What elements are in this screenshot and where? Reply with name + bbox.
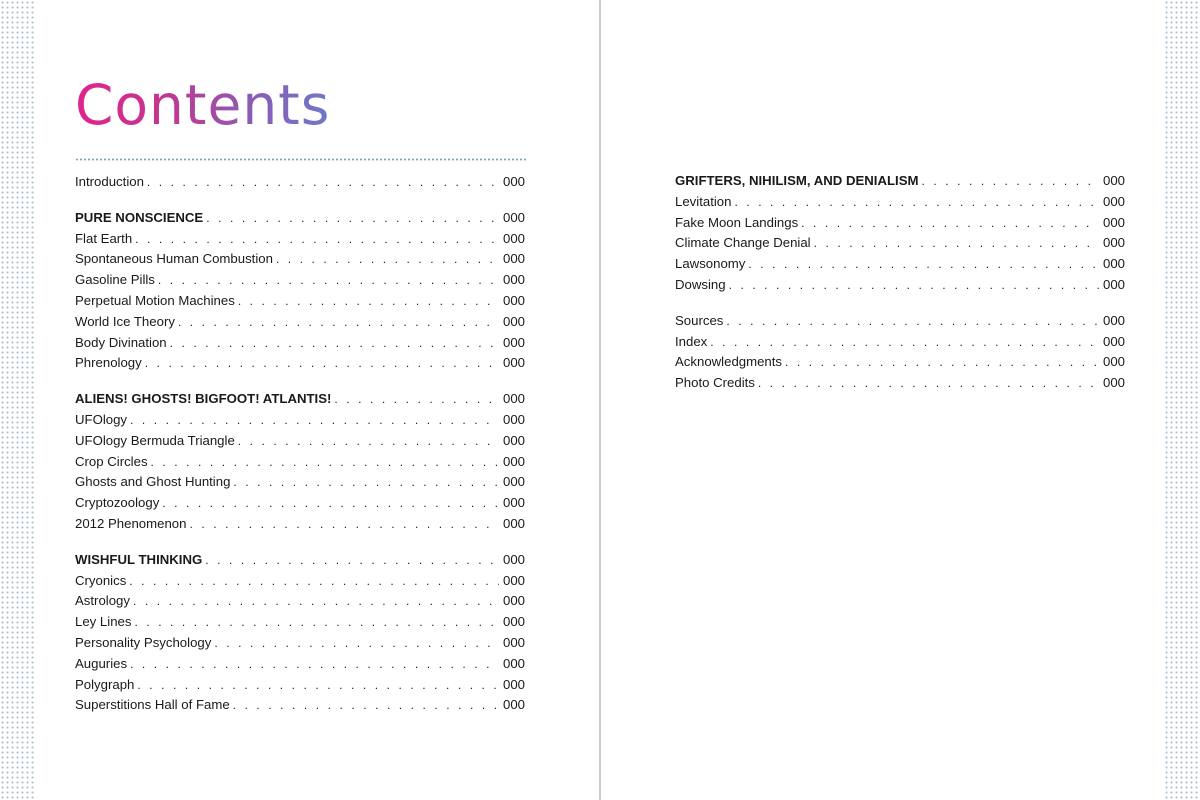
- toc-entry[interactable]: [75, 174, 525, 195]
- toc-page-number: 000: [502, 593, 525, 609]
- toc-dot-leader: [233, 475, 499, 489]
- toc-entry-label: Perpetual Motion Machines: [75, 292, 235, 308]
- toc-page-number: 000: [1102, 354, 1125, 370]
- toc-entry-label: Body Divination: [75, 334, 167, 350]
- toc-dot-leader: [758, 376, 1099, 390]
- contents-title: Contents: [75, 73, 331, 137]
- toc-entry[interactable]: [75, 635, 525, 656]
- toc-entry-label: Gasoline Pills: [75, 272, 155, 288]
- toc-entry[interactable]: [75, 251, 525, 272]
- toc-group: [675, 173, 1125, 298]
- left-page-edge-pattern: [0, 0, 34, 800]
- toc-dot-leader: [129, 574, 499, 588]
- toc-dot-leader: [158, 273, 499, 287]
- toc-dot-leader: [726, 314, 1099, 328]
- toc-dot-leader: [135, 232, 499, 246]
- toc-dot-leader: [710, 335, 1099, 349]
- toc-entry[interactable]: [75, 355, 525, 376]
- toc-section-heading[interactable]: [675, 173, 1125, 194]
- toc-entry-label: Crop Circles: [75, 453, 148, 469]
- toc-entry-label: Cryonics: [75, 572, 127, 588]
- toc-dot-leader: [134, 615, 499, 629]
- toc-page-number: 000: [502, 676, 525, 692]
- toc-page-number: 000: [502, 634, 525, 650]
- toc-entry[interactable]: [675, 313, 1125, 334]
- toc-dot-leader: [137, 678, 499, 692]
- right-page: [601, 0, 1164, 800]
- toc-entry[interactable]: [75, 593, 525, 614]
- toc-entry-label: Phrenology: [75, 355, 142, 371]
- toc-page-number: 000: [502, 209, 525, 225]
- toc-entry[interactable]: [75, 573, 525, 594]
- toc-entry[interactable]: [75, 474, 525, 495]
- toc-dot-leader: [130, 413, 499, 427]
- toc-group: [75, 552, 525, 718]
- toc-entry-label: Climate Change Denial: [675, 235, 811, 251]
- toc-dot-leader: [801, 216, 1099, 230]
- toc-dot-leader: [147, 175, 499, 189]
- toc-entry[interactable]: [675, 235, 1125, 256]
- left-page: [34, 0, 599, 800]
- toc-dot-leader: [233, 698, 499, 712]
- toc-page-number: 000: [1102, 173, 1125, 188]
- toc-entry[interactable]: [75, 293, 525, 314]
- toc-entry-label: Lawsonomy: [675, 256, 746, 272]
- toc-entry[interactable]: [75, 677, 525, 698]
- toc-entry-label: Personality Psychology: [75, 634, 212, 650]
- toc-entry[interactable]: [75, 231, 525, 252]
- toc-dot-leader: [178, 315, 499, 329]
- toc-section-heading[interactable]: [75, 210, 525, 231]
- toc-entry[interactable]: [75, 614, 525, 635]
- toc-page-number: 000: [502, 355, 525, 371]
- toc-entry-label: Ghosts and Ghost Hunting: [75, 474, 231, 490]
- toc-page-number: 000: [502, 495, 525, 511]
- toc-entry[interactable]: [75, 656, 525, 677]
- toc-page-number: 000: [502, 551, 525, 567]
- toc-page-number: 000: [1102, 235, 1125, 251]
- toc-entry-label: Spontaneous Human Combustion: [75, 251, 273, 267]
- toc-entry-label: Astrology: [75, 593, 130, 609]
- toc-dot-leader: [921, 174, 1099, 188]
- toc-dot-leader: [276, 252, 499, 266]
- toc-page-number: 000: [502, 515, 525, 531]
- toc-page-number: 000: [502, 313, 525, 329]
- toc-section-heading[interactable]: [75, 391, 525, 412]
- toc-entry[interactable]: [675, 215, 1125, 236]
- toc-page-number: 000: [502, 614, 525, 630]
- toc-page-number: 000: [1102, 276, 1125, 292]
- toc-page-number: 000: [1102, 375, 1125, 391]
- toc-page-number: 000: [1102, 214, 1125, 230]
- toc-entry-label: WISHFUL THINKING: [75, 551, 203, 567]
- toc-entry-label: World Ice Theory: [75, 313, 175, 329]
- toc-entry[interactable]: [675, 334, 1125, 355]
- toc-entry[interactable]: [75, 412, 525, 433]
- toc-page-number: 000: [1102, 333, 1125, 349]
- toc-entry-label: GRIFTERS, NIHILISM, AND DENIALISM: [675, 173, 919, 188]
- toc-dot-leader: [729, 278, 1099, 292]
- toc-page-number: 000: [502, 432, 525, 448]
- toc-entry-label: Fake Moon Landings: [675, 214, 799, 230]
- toc-page-number: 000: [502, 453, 525, 469]
- toc-entry[interactable]: [75, 495, 525, 516]
- toc-entry-label: Superstitions Hall of Fame: [75, 697, 230, 713]
- toc-dot-leader: [162, 496, 499, 510]
- toc-entry-label: UFOlogy Bermuda Triangle: [75, 432, 235, 448]
- toc-page-number: 000: [502, 292, 525, 308]
- toc-page-number: 000: [502, 334, 525, 350]
- toc-entry-label: Flat Earth: [75, 230, 133, 246]
- toc-entry-label: Auguries: [75, 655, 128, 671]
- toc-dot-leader: [214, 636, 499, 650]
- toc-page-number: 000: [502, 391, 525, 407]
- toc-dot-leader: [205, 553, 499, 567]
- toc-group: [75, 174, 525, 195]
- toc-entry-label: ALIENS! GHOSTS! BIGFOOT! ATLANTIS!: [75, 391, 332, 407]
- toc-page-number: 000: [502, 251, 525, 267]
- right-page-edge-pattern: [1164, 0, 1200, 800]
- toc-group: [75, 210, 525, 376]
- toc-page-number: 000: [1102, 256, 1125, 272]
- toc-group: [75, 391, 525, 537]
- toc-entry[interactable]: [675, 194, 1125, 215]
- toc-page-number: 000: [502, 411, 525, 427]
- toc-entry-label: Cryptozoology: [75, 495, 160, 511]
- toc-entry-label: Acknowledgments: [675, 354, 783, 370]
- toc-page-number: 000: [502, 474, 525, 490]
- toc-page-number: 000: [502, 572, 525, 588]
- toc-dot-leader: [130, 657, 499, 671]
- toc-dot-leader: [734, 195, 1099, 209]
- toc-page-number: 000: [502, 174, 525, 189]
- toc-entry[interactable]: [75, 454, 525, 475]
- toc-entry[interactable]: [75, 314, 525, 335]
- toc-dot-leader: [151, 455, 499, 469]
- toc-entry-label: Levitation: [675, 193, 732, 209]
- toc-entry-label: Photo Credits: [675, 375, 755, 391]
- toc-dot-leader: [206, 211, 499, 225]
- toc-entry[interactable]: [75, 697, 525, 718]
- toc-entry-label: UFOlogy: [75, 411, 128, 427]
- toc-group: [675, 313, 1125, 396]
- toc-entry[interactable]: [675, 375, 1125, 396]
- toc-entry[interactable]: [675, 277, 1125, 298]
- toc-entry-label: Index: [675, 333, 708, 349]
- toc-page-number: 000: [502, 230, 525, 246]
- toc-dot-leader: [145, 356, 499, 370]
- toc-page-number: 000: [1102, 193, 1125, 209]
- toc-entry[interactable]: [75, 272, 525, 293]
- toc-entry-label: Ley Lines: [75, 614, 132, 630]
- toc-entry-label: Sources: [675, 312, 724, 328]
- toc-entry[interactable]: [675, 354, 1125, 375]
- toc-entry-label: Introduction: [75, 174, 144, 189]
- toc-entry-label: Polygraph: [75, 676, 135, 692]
- toc-dot-leader: [334, 392, 499, 406]
- toc-section-heading[interactable]: [75, 552, 525, 573]
- toc-dot-leader: [748, 257, 1099, 271]
- toc-entry[interactable]: [75, 335, 525, 356]
- toc-entry[interactable]: [675, 256, 1125, 277]
- toc-entry[interactable]: [75, 516, 525, 537]
- toc-dot-leader: [785, 355, 1099, 369]
- toc-dot-leader: [189, 517, 499, 531]
- toc-entry-label: PURE NONSCIENCE: [75, 209, 204, 225]
- toc-entry[interactable]: [75, 433, 525, 454]
- toc-right-column: [675, 173, 1125, 411]
- toc-left-column: [75, 174, 525, 733]
- toc-entry-label: Dowsing: [675, 276, 726, 292]
- toc-dot-leader: [170, 336, 499, 350]
- title-dotted-rule: [75, 158, 527, 161]
- toc-page-number: 000: [502, 272, 525, 288]
- toc-dot-leader: [814, 236, 1099, 250]
- toc-dot-leader: [238, 294, 499, 308]
- toc-page-number: 000: [502, 697, 525, 713]
- toc-dot-leader: [133, 594, 499, 608]
- toc-page-number: 000: [502, 655, 525, 671]
- toc-entry-label: 2012 Phenomenon: [75, 515, 187, 531]
- toc-dot-leader: [238, 434, 499, 448]
- toc-page-number: 000: [1102, 312, 1125, 328]
